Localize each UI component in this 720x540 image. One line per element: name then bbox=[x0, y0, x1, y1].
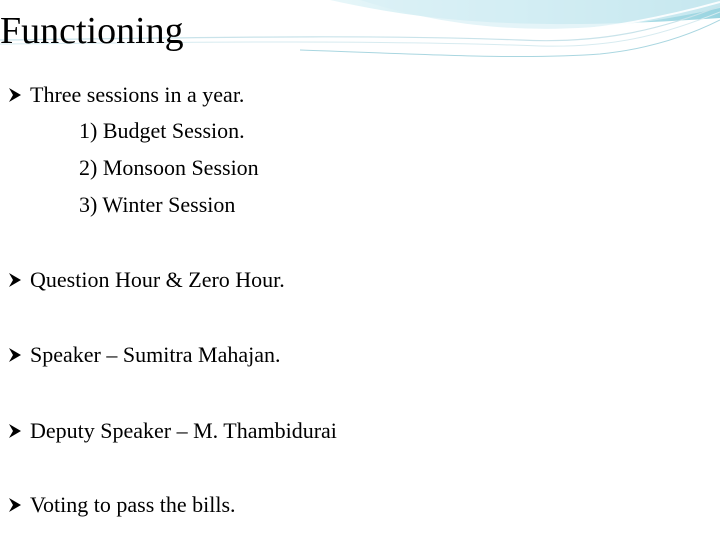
bullet-text: Question Hour & Zero Hour. bbox=[30, 267, 285, 292]
arrow-bullet-icon bbox=[6, 271, 24, 289]
bullet-sessions bbox=[6, 82, 244, 108]
arrow-bullet-icon bbox=[6, 422, 24, 440]
bullet-text: Voting to pass the bills. bbox=[30, 492, 236, 517]
bullet-question-hour bbox=[6, 267, 285, 293]
bullet-text: Speaker – Sumitra Mahajan. bbox=[30, 342, 281, 367]
bullet-speaker bbox=[6, 342, 281, 368]
arrow-bullet-icon bbox=[6, 496, 24, 514]
bullet-deputy-speaker bbox=[6, 418, 337, 444]
sub-item-winter-session: 3) Winter Session bbox=[79, 192, 236, 217]
bullet-voting bbox=[6, 492, 236, 518]
bullet-text: Three sessions in a year. bbox=[30, 82, 245, 107]
slide-title: Functioning bbox=[0, 10, 184, 52]
arrow-bullet-icon bbox=[6, 346, 24, 364]
bullet-text: Deputy Speaker – M. Thambidurai bbox=[30, 418, 337, 443]
arrow-bullet-icon bbox=[6, 86, 24, 104]
sub-item-monsoon-session: 2) Monsoon Session bbox=[79, 155, 259, 180]
sub-item-budget-session: 1) Budget Session. bbox=[79, 118, 245, 143]
